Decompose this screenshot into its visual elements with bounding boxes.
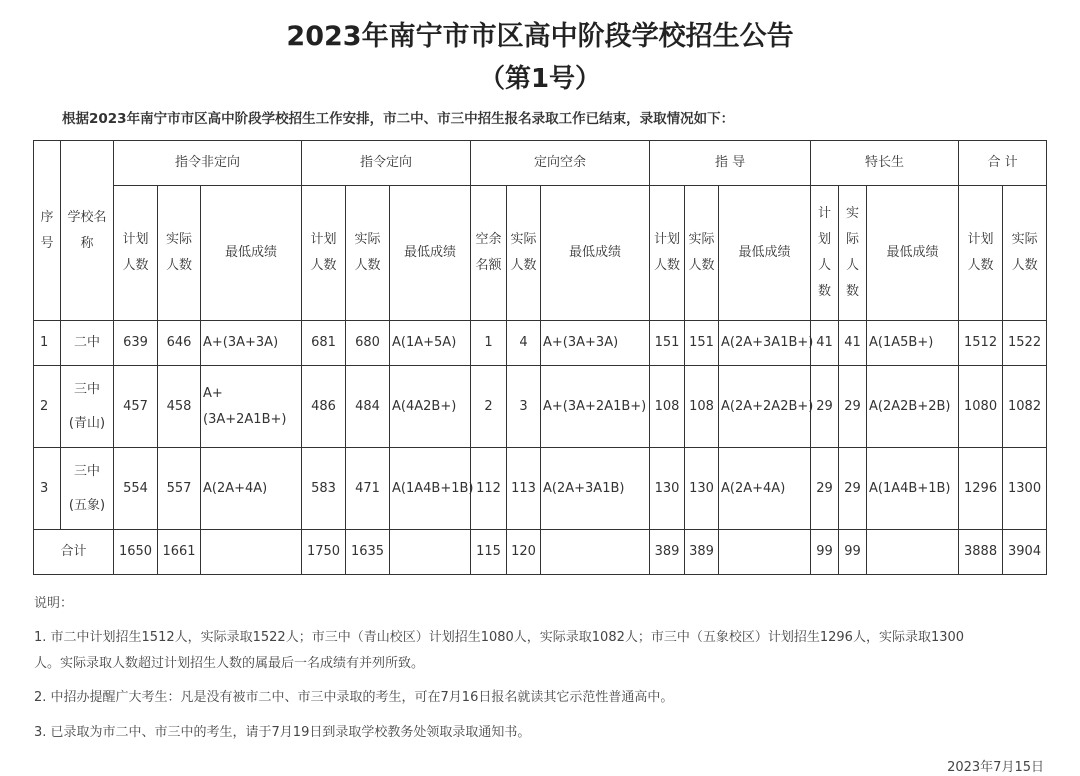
table-cell: A(1A5B+) [867, 321, 959, 366]
header-group: 特长生 [811, 141, 959, 186]
header-group: 定向空余 [471, 141, 650, 186]
table-cell: 680 [346, 321, 390, 366]
header-sub-cell: 计划 人数 [302, 186, 346, 321]
table-cell: 29 [811, 366, 839, 448]
table-cell: 29 [839, 448, 867, 530]
table-cell: 681 [302, 321, 346, 366]
header-sub-cell: 实际 人数 [158, 186, 201, 321]
table-cell: 1080 [959, 366, 1003, 448]
header-sub-cell: 实际 人数 [1003, 186, 1047, 321]
total-cell: 1750 [302, 530, 346, 575]
total-cell [719, 530, 811, 575]
table-row [34, 366, 1047, 448]
row-school: 三中 (青山) [61, 366, 114, 448]
header-sub-cell: 实际 人数 [346, 186, 390, 321]
table-cell: 471 [346, 448, 390, 530]
total-cell [201, 530, 302, 575]
table-cell: A(4A2B+) [390, 366, 471, 448]
header-sub-cell: 最低成绩 [201, 186, 302, 321]
table-cell: A(2A+2A2B+) [719, 366, 811, 448]
table-cell: 29 [839, 366, 867, 448]
total-cell: 3888 [959, 530, 1003, 575]
header-seq: 序 号 [34, 141, 61, 321]
header-group: 指 导 [650, 141, 811, 186]
table-cell: 1300 [1003, 448, 1047, 530]
table-cell: 1512 [959, 321, 1003, 366]
total-cell: 389 [685, 530, 719, 575]
table-cell: A+(3A+2A1B+) [541, 366, 650, 448]
header-school: 学校名 称 [61, 141, 114, 321]
table-cell: 458 [158, 366, 201, 448]
header-sub-cell: 空余 名额 [471, 186, 507, 321]
header-row-groups [34, 141, 1047, 186]
table-cell: 151 [685, 321, 719, 366]
header-sub-cell: 计划 人数 [650, 186, 685, 321]
note-item: 1. 市二中计划招生1512人，实际录取1522人；市三中（青山校区）计划招生1080人，实际录取1082人；市三中（五象校区）计划招生1296人，实际录取1300 [34, 630, 965, 645]
table-cell: 2 [471, 366, 507, 448]
page-subtitle: （第1号） [478, 64, 602, 94]
notes-heading: 说明： [34, 596, 74, 611]
table-cell: 108 [685, 366, 719, 448]
total-cell: 3904 [1003, 530, 1047, 575]
table-cell: A+(3A+2A1B+) [201, 366, 302, 448]
table-cell: 3 [507, 366, 541, 448]
header-sub-cell: 实际 人数 [507, 186, 541, 321]
total-cell: 1650 [114, 530, 158, 575]
table-cell: A(2A+4A) [719, 448, 811, 530]
header-sub-cell: 最低成绩 [719, 186, 811, 321]
row-seq: 3 [34, 448, 61, 530]
table-cell: 130 [685, 448, 719, 530]
table-cell: A(2A2B+2B) [867, 366, 959, 448]
header-group: 指令非定向 [114, 141, 302, 186]
total-cell: 1661 [158, 530, 201, 575]
table-cell: A+(3A+3A) [541, 321, 650, 366]
header-sub-cell: 最低成绩 [867, 186, 959, 321]
table-cell: 554 [114, 448, 158, 530]
table-cell: 112 [471, 448, 507, 530]
table-cell: 4 [507, 321, 541, 366]
note-item: 人。实际录取人数超过计划招生人数的属最后一名成绩有并列所致。 [34, 656, 425, 671]
table-cell: 113 [507, 448, 541, 530]
row-seq: 2 [34, 366, 61, 448]
admission-table [33, 140, 1047, 575]
table-cell: 486 [302, 366, 346, 448]
table-cell: 646 [158, 321, 201, 366]
table-cell: A(1A4B+1B) [390, 448, 471, 530]
total-row [34, 530, 1047, 575]
publish-date: 2023年7月15日 [947, 760, 1044, 775]
header-sub-cell: 计 划 人 数 [811, 186, 839, 321]
table-cell: A(2A+3A1B+) [719, 321, 811, 366]
page-title: 2023年南宁市市区高中阶段学校招生公告 [286, 21, 794, 52]
header-sub-cell: 实际 人数 [685, 186, 719, 321]
table-cell: 29 [811, 448, 839, 530]
table-cell: 639 [114, 321, 158, 366]
table-cell: 41 [811, 321, 839, 366]
table-cell: A(1A4B+1B) [867, 448, 959, 530]
table-cell: 1522 [1003, 321, 1047, 366]
header-sub-cell: 实 际 人 数 [839, 186, 867, 321]
table-cell: 583 [302, 448, 346, 530]
note-item: 2. 中招办提醒广大考生：凡是没有被市二中、市三中录取的考生，可在7月16日报名就读其它示范性普通高中。 [34, 690, 674, 705]
table-cell: 130 [650, 448, 685, 530]
table-cell: 1082 [1003, 366, 1047, 448]
intro-paragraph: 根据2023年南宁市市区高中阶段学校招生工作安排，市二中、市三中招生报名录取工作已结束，录取情况如下： [62, 111, 735, 127]
total-cell: 115 [471, 530, 507, 575]
header-sub-cell: 最低成绩 [541, 186, 650, 321]
table-cell: A(1A+5A) [390, 321, 471, 366]
total-cell: 389 [650, 530, 685, 575]
table-cell: 484 [346, 366, 390, 448]
header-group: 合 计 [959, 141, 1047, 186]
header-sub-cell: 计划 人数 [959, 186, 1003, 321]
total-cell [867, 530, 959, 575]
header-row-sub [34, 186, 1047, 321]
header-sub-cell: 计划 人数 [114, 186, 158, 321]
table-cell: 1 [471, 321, 507, 366]
total-cell: 99 [839, 530, 867, 575]
header-sub-cell: 最低成绩 [390, 186, 471, 321]
table-cell: 457 [114, 366, 158, 448]
table-cell: 151 [650, 321, 685, 366]
table-cell: 557 [158, 448, 201, 530]
table-cell: 41 [839, 321, 867, 366]
total-cell: 120 [507, 530, 541, 575]
total-cell [541, 530, 650, 575]
row-school: 二中 [61, 321, 114, 366]
total-cell: 1635 [346, 530, 390, 575]
table-row [34, 321, 1047, 366]
table-cell: A(2A+3A1B) [541, 448, 650, 530]
total-label: 合计 [34, 530, 114, 575]
table-cell: 108 [650, 366, 685, 448]
total-cell: 99 [811, 530, 839, 575]
table-cell: A(2A+4A) [201, 448, 302, 530]
header-group: 指令定向 [302, 141, 471, 186]
note-item: 3. 已录取为市二中、市三中的考生，请于7月19日到录取学校教务处领取录取通知书。 [34, 725, 531, 740]
total-cell [390, 530, 471, 575]
row-seq: 1 [34, 321, 61, 366]
table-cell: A+(3A+3A) [201, 321, 302, 366]
table-cell: 1296 [959, 448, 1003, 530]
row-school: 三中 (五象) [61, 448, 114, 530]
table-row [34, 448, 1047, 530]
